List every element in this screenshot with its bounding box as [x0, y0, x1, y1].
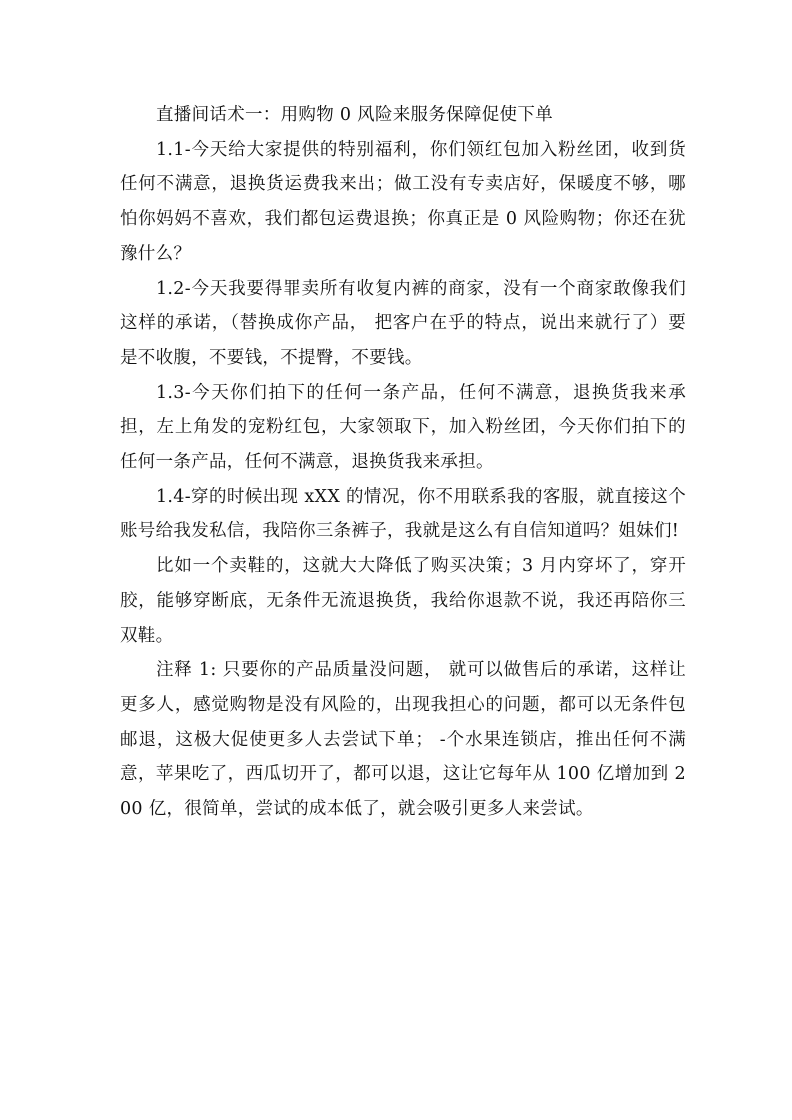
- document-page: [120, 98, 686, 827]
- paragraph-shoe-example: 比如一个卖鞋的，这就大大降低了购买决策；3 月内穿坏了，穿开胶，能够穿断底，无条件无流退换货，我给你退款不说，我还再陪你三双鞋。: [120, 556, 686, 646]
- paragraph-1-1: 1.1-今天给大家提供的特别福利，你们领红包加入粉丝团，收到货任何不满意，退换货运费我来出；做工没有专卖店好，保暖度不够，哪怕你妈妈不喜欢，我们都包运费退换；你真正是 0 风险购物；你还在犹豫什么？: [120, 139, 686, 264]
- paragraph-1-4: 1.4-穿的时候出现 xXX 的情况，你不用联系我的客服，就直接这个账号给我发私信，我陪你三条裤子，我就是这么有自信知道吗？姐妹们!: [120, 486, 686, 542]
- paragraph-note-1: 注释 1: 只要你的产品质量没问题， 就可以做售后的承诺，这样让更多人，感觉购物是没有风险的，出现我担心的问题，都可以无条件包邮退，这极大促使更多人去尝试下单； -个水果连锁店，推出任何不满意，苹果吃了，西瓜切开了，都可以退，这让它每年从 100 亿增加到 200 亿，很简单，尝试的成本低了，就会吸引更多人来尝试。: [120, 660, 686, 820]
- paragraph-1-2: 1.2-今天我要得罪卖所有收复内裤的商家，没有一个商家敢像我们这样的承诺，（替换成你产品， 把客户在乎的特点，说出来就行了）要是不收腹，不要钱，不提臀，不要钱。: [120, 278, 686, 368]
- paragraph-1-3: 1.3-今天你们拍下的任何一条产品，任何不满意，退换货我来承担，左上角发的宠粉红包，大家领取下，加入粉丝团，今天你们拍下的任何一条产品，任何不满意，退换货我来承担。: [120, 382, 686, 473]
- document-title: 直播间话术一：用购物 0 风险来服务保障促使下单: [156, 105, 553, 125]
